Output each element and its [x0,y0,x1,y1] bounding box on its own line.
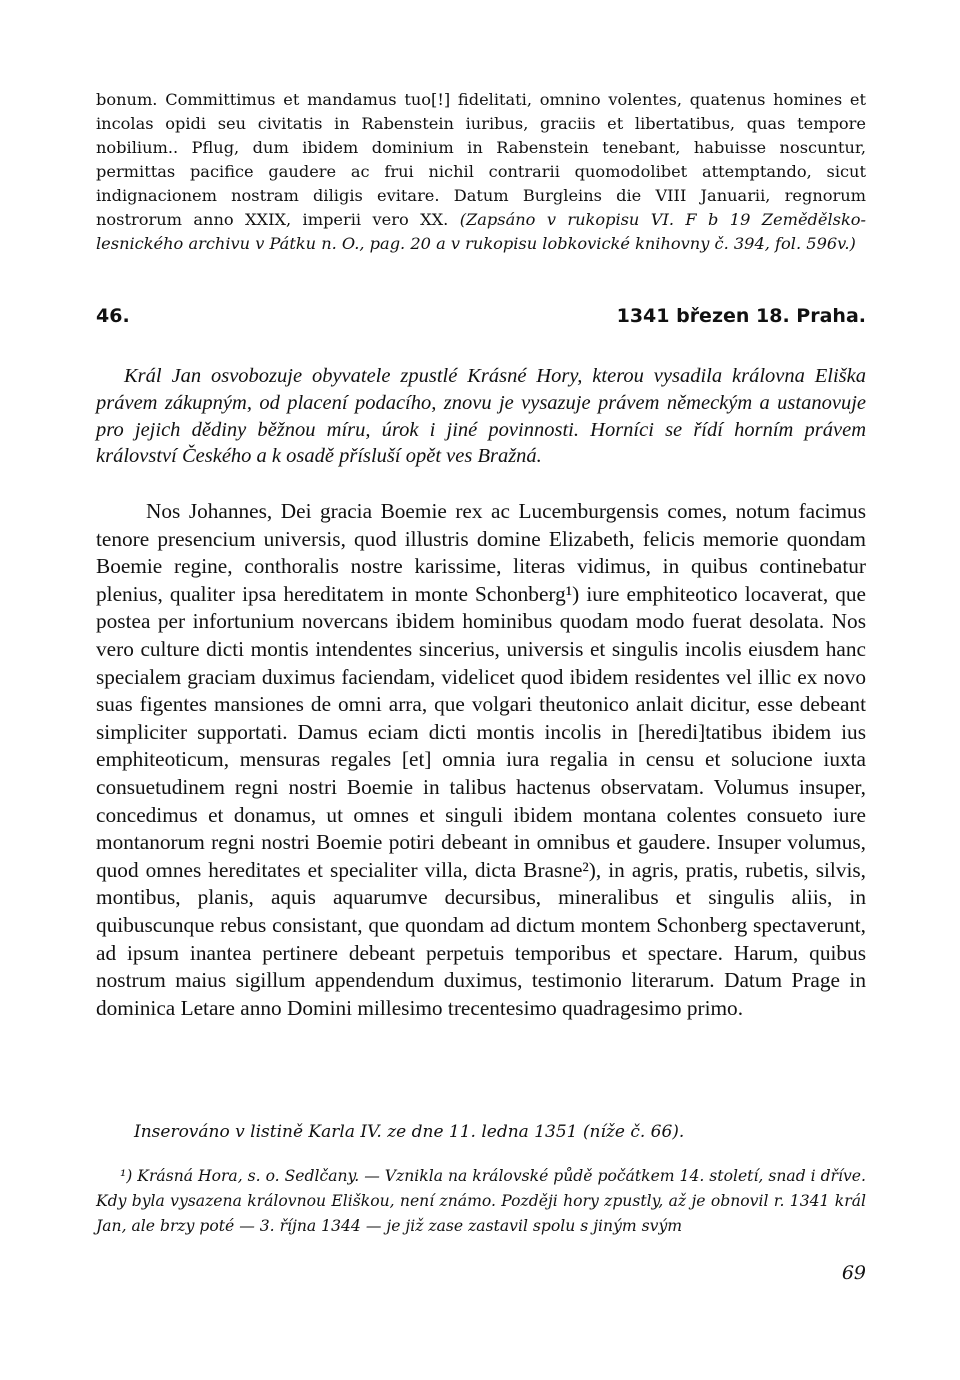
footnote: ¹) Krásná Hora, s. o. Sedlčany. — Vznikla na královské půdě počátkem 14. století, snad i dříve. Kdy byla vysazena královnou Eliškou, není známo. Později hory zpustly, až je obnovil r. 1341 král Jan, ale brzy poté — 3. října 1344 — je již zase zastavil spolu s jiným svým [96,1167,866,1235]
document-number: 46. [96,305,130,327]
source-note: (Zapsáno v rukopisu VI. F b 19 Zemědělsko-lesnického archivu v Pátku n. O., pag. 20 a v rukopisu lobkovické knihovny č. 394, fol. 596v.) [96,210,866,253]
page-number: 69 [841,1262,866,1284]
insertion-note: Inserováno v listině Karla IV. ze dne 11. ledna 1351 (níže č. 66). [134,1122,685,1142]
previous-document-text [96,88,866,256]
regest-summary: Král Jan osvobozuje obyvatele zpustlé Krásné Hory, kterou vysadila královna Eliška právem zákupným, od placení podacího, znovu je vysazuje právem německým a ustanovuje pro jejich dědiny běžnou míru, úrok i jiné povinnosti. Horníci se řídí horním právem království Českého a k osadě přísluší opět ves Bražná. [96,365,866,468]
previous-document-body: bonum. Committimus et mandamus tuo[!] fidelitati, omnino volentes, quatenus homines et incolas opidi seu civitatis in Rabenstein iuribus, graciis et libertatibus, quas tempore nobilium.. Pflug, dum ibidem dominium in Rabenstein tenebant, habuisse noscuntur, permittas pacifice gaudere ac frui nichil contrarii quomodolibet attemptando, sicut indignacionem nostram diligis evitare. Datum Burgleins die VIII Januarii, regnorum nostrorum anno XXIX, imperii vero XX. [96,90,866,229]
document-date-place: 1341 březen 18. Praha. [616,305,866,327]
charter-text: Nos Johannes, Dei gracia Boemie rex ac Lucemburgensis comes, notum facimus tenore presencium universis, quod illustris domine Elizabeth, felicis memorie quondam Boemie regine, conthoralis nostre karissime, literas vidimus, in quibus continebatur plenius, qualiter ipsa hereditatem in monte Schonberg¹) iure emphiteotico locaverat, que postea per infortunium novercans ibidem hominibus quodam modo fuerat desolata. Nos vero culture dicti montis intendentes sincerius, universis et singulis incolis eiusdem hanc specialem graciam duximus faciendam, videlicet quod ibidem residentes vel illic ex novo suas figentes mansiones de omni arra, que volgari theutonico anlait dicitur, esse debeant simpliciter supportati. Damus eciam dicti montis incolis in [heredi]tatibus ibidem ius emphiteoticum, mensuras regales [et] omnia iura regalia in censu et solucione iuxta consuetudinem regni nostri Boemie in talibus hactenus observatam. Volumus insuper, concedimus et donamus, ut omnes et singuli ibidem montana colentes consueto iure montanorum regni nostri Boemie potiri debeant in omnibus et gaudere. Insuper volumus, quod omnes hereditates et specialiter villa, dicta Brasne²), in agris, pratis, rubetis, silvis, montibus, planis, aquis aquarumve decursibus, mineralibus et singulis aliis, in quibuscunque rebus consistant, que quondam ad dictum montem Schonberg spectaverunt, ad ipsum inantea pertinere debeant perpetuis temporibus et spectare. Harum, quibus nostrum maius sigillum appendendum duximus, testimonio literarum. Datum Prage in dominica Letare anno Domini millesimo trecentesimo quadragesimo primo. [96,499,866,1020]
